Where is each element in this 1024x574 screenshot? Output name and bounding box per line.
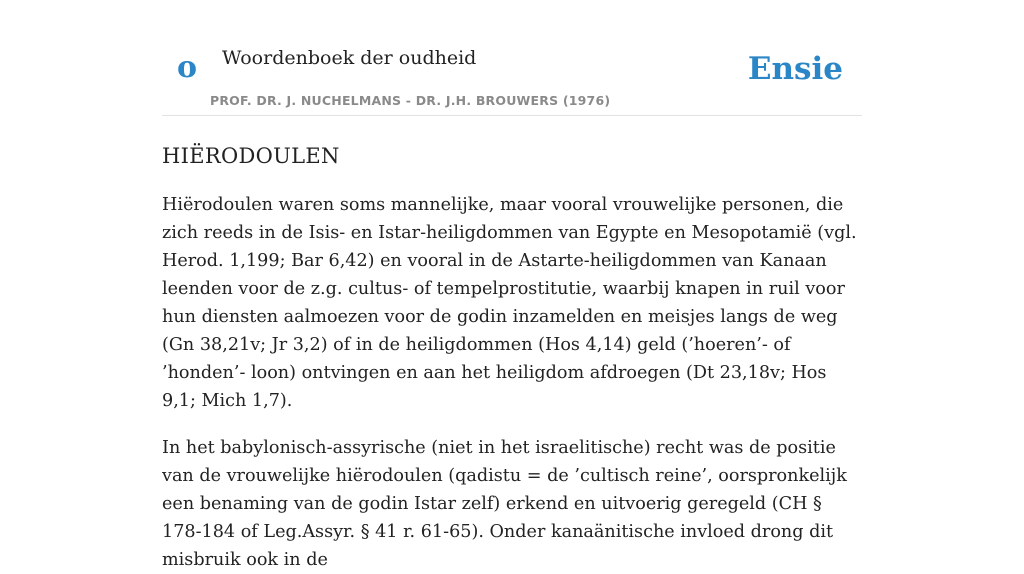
entry-paragraph: In het babylonisch-assyrische (niet in het israelitische) recht was de positie van de vrouwelijke hiërodoulen (qadistu = de ’cultisch reine’, oorspronkelijk een benaming van de godin Istar zelf) erkend en uitvoerig geregeld (CH § 178-184 of Leg.Assyr. § 41 r. 61-65). Onder kanaänitische invloed drong dit misbruik ook in de: [162, 438, 847, 570]
page: [162, 0, 862, 574]
book-authors: PROF. DR. J. NUCHELMANS - DR. J.H. BROUWERS (1976): [210, 93, 611, 108]
entry-title: HIËRODOULEN: [162, 144, 340, 168]
brand-logo[interactable]: Ensie: [747, 51, 843, 87]
page-header: [162, 0, 862, 116]
book-title[interactable]: Woordenboek der oudheid: [222, 47, 477, 69]
letter-index[interactable]: o: [177, 50, 198, 85]
entry-paragraph: Hiërodoulen waren soms mannelijke, maar vooral vrouwelijke personen, die zich reeds in de Isis- en Istar-heiligdommen van Egypte en Mesopotamië (vgl. Herod. 1,199; Bar 6,42) en vooral in de Astarte-heiligdommen van Kanaan leenden voor de z.g. cultus- of tempelprostitutie, waarbij knapen in ruil voor hun diensten aalmoezen voor de godin inzamelden en meisjes langs de weg (Gn 38,21v; Jr 3,2) of in de heiligdommen (Hos 4,14) geld (’hoeren’- of ’honden’- loon) ontvingen en aan het heiligdom afdroegen (Dt 23,18v; Hos 9,1; Mich 1,7).: [162, 195, 857, 411]
